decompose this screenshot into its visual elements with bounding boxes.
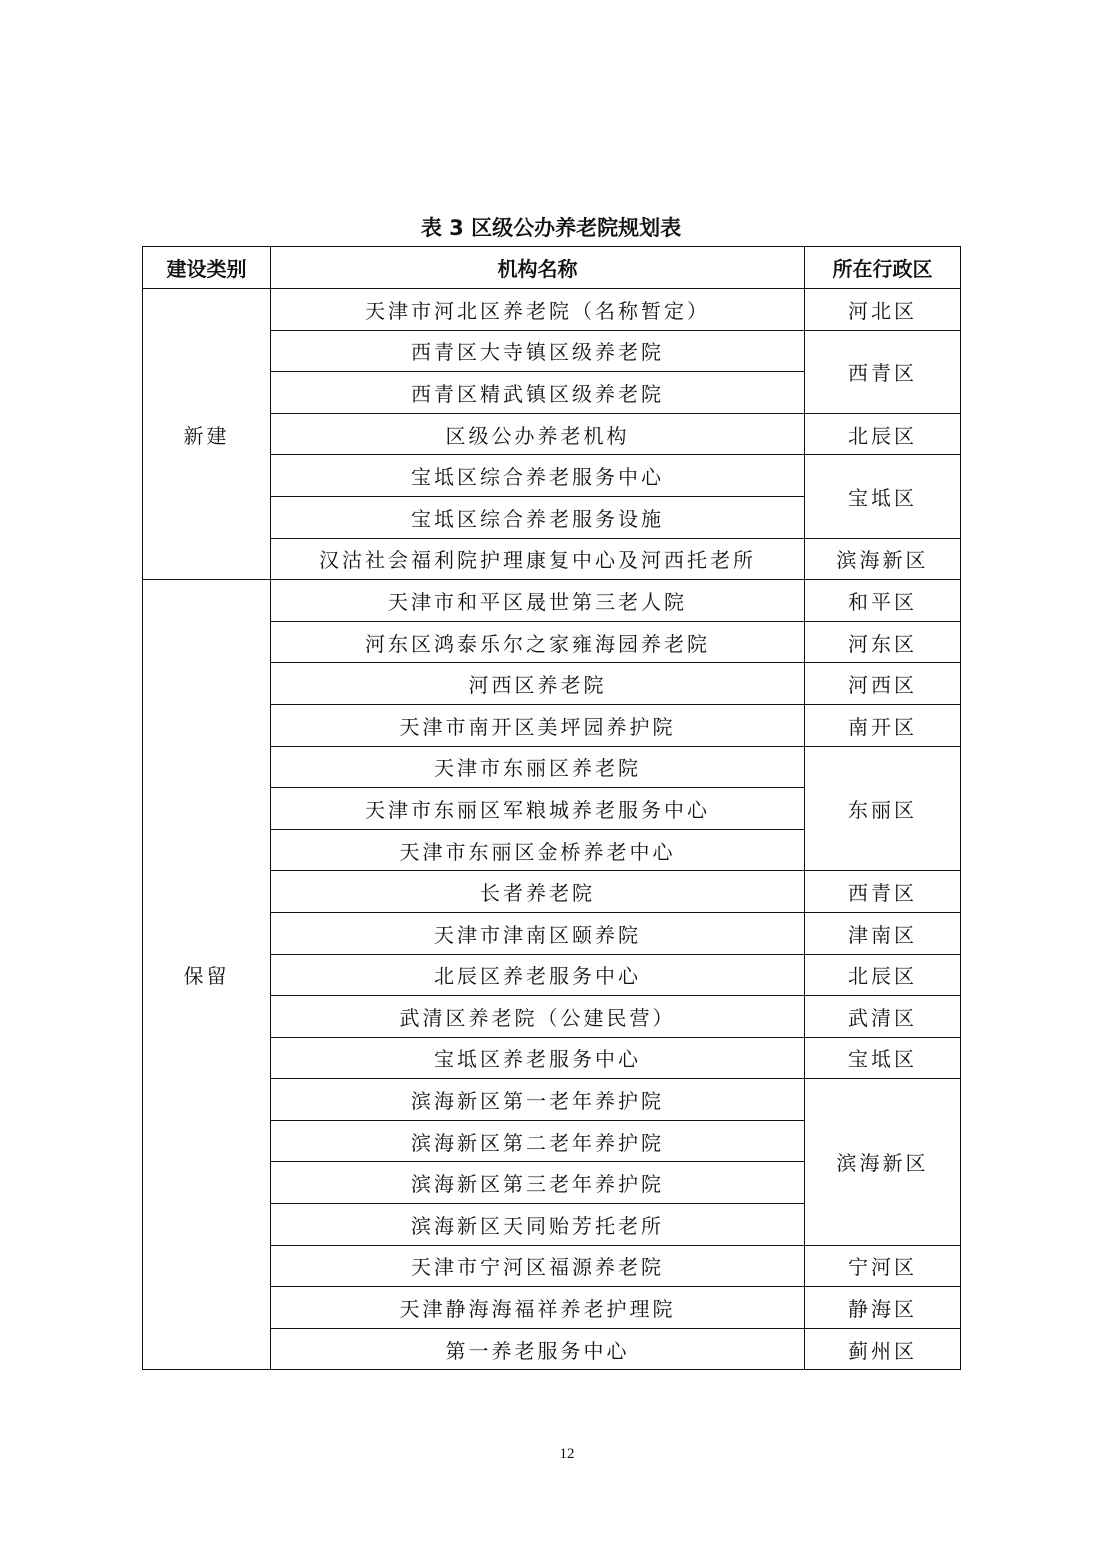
institution-name-cell: 滨海新区第二老年养护院 (271, 1120, 805, 1162)
institution-name-cell: 天津静海海福祥养老护理院 (271, 1287, 805, 1329)
institution-name-cell: 河西区养老院 (271, 663, 805, 705)
district-cell: 津南区 (805, 912, 961, 954)
district-cell: 西青区 (805, 871, 961, 913)
district-cell: 蓟州区 (805, 1328, 961, 1370)
district-cell: 和平区 (805, 580, 961, 622)
institution-name-cell: 天津市和平区晟世第三老人院 (271, 580, 805, 622)
district-cell: 宁河区 (805, 1245, 961, 1287)
institution-name-cell: 天津市南开区美坪园养护院 (271, 704, 805, 746)
institution-name-cell: 天津市东丽区金桥养老中心 (271, 829, 805, 871)
institution-name-cell: 滨海新区天同贻芳托老所 (271, 1204, 805, 1246)
institution-name-cell: 天津市河北区养老院（名称暂定） (271, 289, 805, 331)
institution-name-cell: 天津市东丽区养老院 (271, 746, 805, 788)
district-cell: 武清区 (805, 996, 961, 1038)
district-cell: 静海区 (805, 1287, 961, 1329)
institution-name-cell: 北辰区养老服务中心 (271, 954, 805, 996)
institution-name-cell: 区级公办养老机构 (271, 413, 805, 455)
district-cell: 滨海新区 (805, 538, 961, 580)
institution-name-cell: 宝坻区综合养老服务设施 (271, 496, 805, 538)
institution-name-cell: 天津市东丽区军粮城养老服务中心 (271, 788, 805, 830)
table-header-row (143, 247, 961, 289)
district-cell: 北辰区 (805, 954, 961, 996)
header-institution-name: 机构名称 (271, 247, 805, 289)
institution-name-cell: 宝坻区养老服务中心 (271, 1037, 805, 1079)
category-cell: 保留 (143, 580, 271, 1370)
district-cell: 河西区 (805, 663, 961, 705)
district-cell: 宝坻区 (805, 1037, 961, 1079)
district-cell: 南开区 (805, 704, 961, 746)
plan-table (142, 246, 961, 1370)
institution-name-cell: 河东区鸿泰乐尔之家雍海园养老院 (271, 621, 805, 663)
table-row (143, 580, 961, 622)
institution-name-cell: 西青区大寺镇区级养老院 (271, 330, 805, 372)
institution-name-cell: 滨海新区第三老年养护院 (271, 1162, 805, 1204)
district-cell: 东丽区 (805, 746, 961, 871)
table-title: 表 3 区级公办养老院规划表 (420, 216, 682, 240)
district-cell: 北辰区 (805, 413, 961, 455)
institution-name-cell: 第一养老服务中心 (271, 1328, 805, 1370)
table-body (143, 289, 961, 1370)
district-cell: 宝坻区 (805, 455, 961, 538)
header-district: 所在行政区 (805, 247, 961, 289)
institution-name-cell: 天津市津南区颐养院 (271, 912, 805, 954)
category-cell: 新建 (143, 289, 271, 580)
institution-name-cell: 汉沽社会福利院护理康复中心及河西托老所 (271, 538, 805, 580)
institution-name-cell: 长者养老院 (271, 871, 805, 913)
header-category: 建设类别 (143, 247, 271, 289)
table-row (143, 289, 961, 331)
district-cell: 西青区 (805, 330, 961, 413)
district-cell: 河北区 (805, 289, 961, 331)
institution-name-cell: 天津市宁河区福源养老院 (271, 1245, 805, 1287)
institution-name-cell: 滨海新区第一老年养护院 (271, 1079, 805, 1121)
institution-name-cell: 西青区精武镇区级养老院 (271, 372, 805, 414)
institution-name-cell: 武清区养老院（公建民营） (271, 996, 805, 1038)
district-cell: 河东区 (805, 621, 961, 663)
institution-name-cell: 宝坻区综合养老服务中心 (271, 455, 805, 497)
page-number: 12 (559, 1446, 575, 1462)
district-cell: 滨海新区 (805, 1079, 961, 1245)
